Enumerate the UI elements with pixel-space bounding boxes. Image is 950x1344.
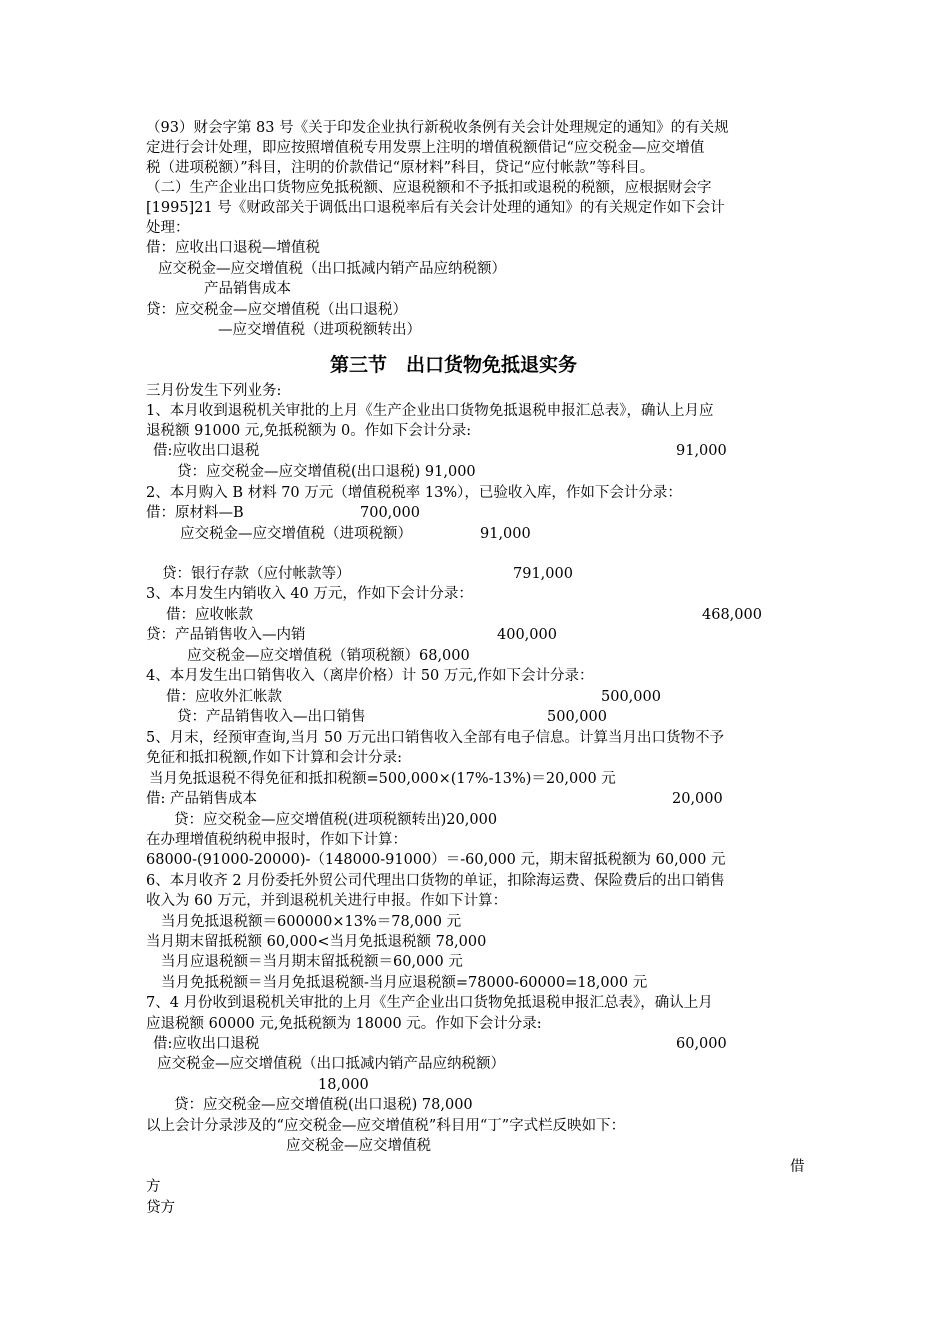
- item7-credit: 贷：应交税金—应交增值税(出口退税) 78,000: [174, 1097, 473, 1113]
- item4-debit-amount: 500,000: [601, 689, 661, 705]
- item7-debit-2-label: 应交税金—应交增值税（出口抵减内销产品应纳税额）: [157, 1056, 505, 1072]
- item3-credit-1-label: 贷：产品销售收入—内销: [146, 627, 306, 643]
- item6-calc-3: 当月应退税额＝当月期末留抵税额＝60,000 元: [161, 954, 463, 970]
- item2-debit-2-amount: 91,000: [480, 526, 531, 542]
- item5-debit-label: 借: 产品销售成本: [146, 791, 257, 807]
- item5-line-2: 免征和抵扣税额,作如下计算和会计分录:: [146, 750, 402, 766]
- journal-entry-debit-2: 应交税金—应交增值税（出口抵减内销产品应纳税额）: [158, 261, 506, 277]
- item1-debit-amount: 91,000: [676, 443, 727, 459]
- march-intro: 三月份发生下列业务:: [146, 383, 282, 399]
- item6-line-2: 收入为 60 万元，并到退税机关进行申报。作如下计算：: [146, 893, 508, 909]
- item5-line-1: 5、月末，经预审查询,当月 50 万元出口销售收入全部有电子信息。计算当月出口货物不予: [146, 730, 724, 746]
- t-account-debit-char-2: 方: [146, 1179, 161, 1195]
- item4-debit-label: 借：应收外汇帐款: [166, 689, 282, 705]
- item1-credit: 贷：应交税金—应交增值税(出口退税) 91,000: [177, 464, 476, 480]
- item6-calc-4: 当月免抵税额＝当月免抵退税额-当月应退税额=78000-60000=18,000 元: [161, 975, 648, 991]
- item5-debit-amount: 20,000: [672, 791, 723, 807]
- journal-entry-credit-2: —应交增值税（进项税额转出）: [218, 322, 421, 338]
- item2-credit-label: 贷：银行存款（应付帐款等）: [162, 566, 351, 582]
- item7-line-1: 7、4 月份收到退税机关审批的上月《生产企业出口货物免抵退税申报汇总表》，确认上月: [146, 995, 713, 1011]
- item3-line-1: 3、本月发生内销收入 40 万元，作如下会计分录：: [146, 586, 473, 602]
- item6-line-1: 6、本月收齐 2 月份委托外贸公司代理出口货物的单证，扣除海运费、保险费后的出口销售: [146, 873, 725, 889]
- intro-paragraph-2-line-1: （二）生产企业出口货物应免抵税额、应退税额和不予抵扣或退税的税额，应根据财会字: [146, 180, 712, 196]
- item3-debit-label: 借：应收帐款: [166, 607, 253, 623]
- item7-debit-1-label: 借:应收出口退税: [153, 1036, 260, 1052]
- intro-paragraph-2-line-2: [1995]21 号《财政部关于调低出口退税率后有关会计处理的通知》的有关规定作如下会计: [146, 200, 725, 216]
- item5-declaration: 在办理增值税纳税申报时，作如下计算：: [146, 832, 407, 848]
- item4-credit-amount: 500,000: [547, 709, 607, 725]
- item4-line-1: 4、本月发生出口销售收入（离岸价格）计 50 万元,作如下会计分录：: [146, 668, 594, 684]
- item5-credit: 贷：应交税金—应交增值税(进项税额转出)20,000: [174, 812, 498, 828]
- item6-calc-1: 当月免抵退税额＝600000×13%＝78,000 元: [161, 914, 462, 930]
- intro-paragraph-1-line-1: （93）财会字第 83 号《关于印发企业执行新税收条例有关会计处理规定的通知》的有关规: [146, 120, 729, 136]
- t-account-credit-label: 贷方: [146, 1200, 175, 1216]
- item7-debit-2-amount: 18,000: [318, 1077, 369, 1093]
- item3-credit-2: 应交税金—应交增值税（销项税额）68,000: [187, 648, 470, 664]
- item3-debit-amount: 468,000: [702, 607, 762, 623]
- item2-debit-1-label: 借：原材料—B: [146, 505, 244, 521]
- t-account-debit-char-1: 借: [790, 1159, 805, 1175]
- item1-line-1: 1、本月收到退税机关审批的上月《生产企业出口货物免抵退税申报汇总表》，确认上月应: [146, 403, 714, 419]
- item6-calc-2: 当月期末留抵税额 60,000<当月免抵退税额 78,000: [146, 934, 487, 950]
- journal-entry-debit-1: 借：应收出口退税—增值税: [146, 240, 320, 256]
- item1-line-2: 退税额 91000 元,免抵税额为 0。作如下会计分录:: [146, 423, 472, 439]
- item2-debit-2-label: 应交税金—应交增值税（进项税额）: [180, 526, 412, 542]
- t-account-title: 应交税金—应交增值税: [286, 1138, 431, 1154]
- t-account-intro: 以上会计分录涉及的“应交税金—应交增值税”科目用“丁”字式栏反映如下：: [146, 1118, 626, 1134]
- journal-entry-debit-3: 产品销售成本: [204, 281, 291, 297]
- item7-line-2: 应退税额 60000 元,免抵税额为 18000 元。作如下会计分录:: [146, 1016, 542, 1032]
- item2-line-1: 2、本月购入 B 材料 70 万元（增值税税率 13%），已验收入库，作如下会计分录：: [146, 485, 682, 501]
- intro-paragraph-1-line-2: 定进行会计处理，即应按照增值税专用发票上注明的增值税额借记“应交税金—应交增值: [146, 140, 705, 156]
- item4-credit-label: 贷：产品销售收入—出口销售: [177, 709, 366, 725]
- item2-credit-amount: 791,000: [513, 566, 573, 582]
- item5-declaration-calc: 68000-(91000-20000)-（148000-91000）＝-60,000 元，期末留抵税额为 60,000 元: [146, 852, 726, 868]
- item7-debit-1-amount: 60,000: [676, 1036, 727, 1052]
- intro-paragraph-1-line-3: 税（进项税额）”科目，注明的价款借记“原材料”科目，贷记“应付帐款”等科目。: [146, 160, 655, 176]
- item2-debit-1-amount: 700,000: [360, 505, 420, 521]
- journal-entry-credit-1: 贷：应交税金—应交增值税（出口退税）: [146, 302, 407, 318]
- intro-paragraph-2-line-3: 处理：: [146, 220, 190, 236]
- item3-credit-1-amount: 400,000: [497, 627, 557, 643]
- item1-debit-label: 借:应收出口退税: [153, 443, 260, 459]
- section-title: 第三节 出口货物免抵退实务: [330, 354, 578, 376]
- item5-calculation: 当月免抵退税不得免征和抵扣税额=500,000×(17%-13%)＝20,000 元: [149, 771, 616, 787]
